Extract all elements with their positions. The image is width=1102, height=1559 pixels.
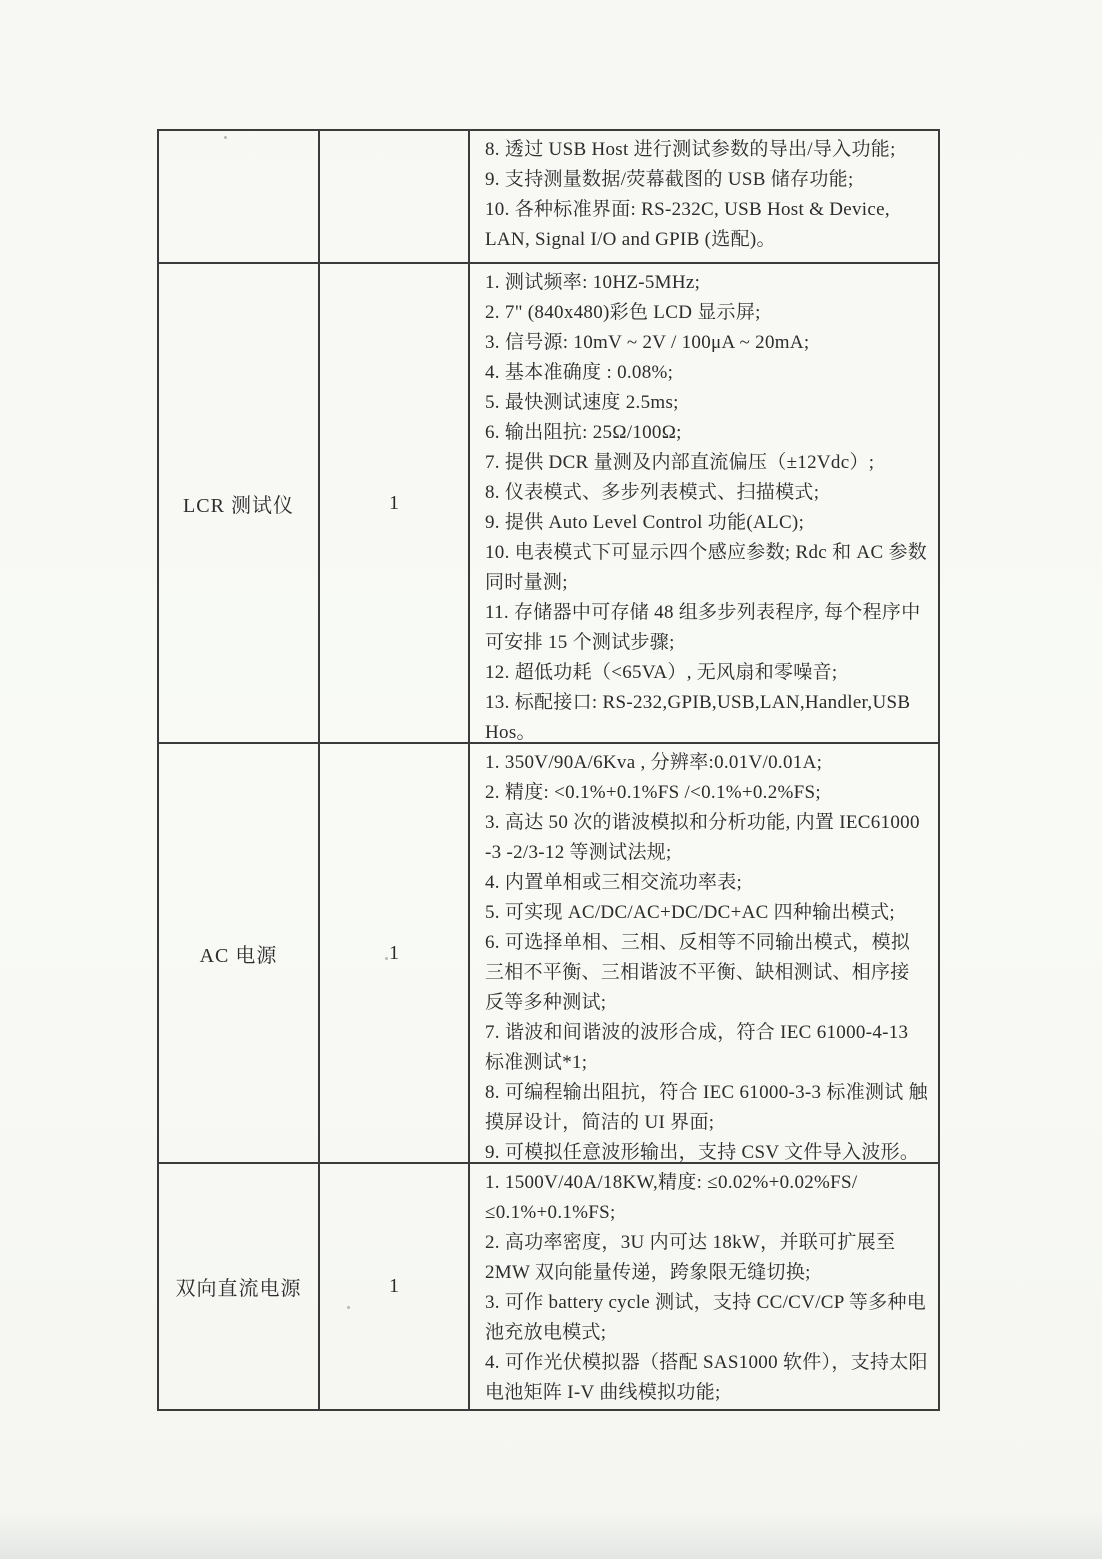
scan-speck: [385, 957, 388, 960]
spec-item: 8. 可编程输出阻抗，符合 IEC 61000-3-3 标准测试 触摸屏设计，简洁的 UI 界面;: [485, 1082, 928, 1133]
spec-item: 4. 内置单相或三相交流功率表;: [485, 872, 743, 893]
spec-item: 1. 测试频率: 10HZ-5MHz;: [485, 272, 701, 293]
equipment-name-cell: AC 电源: [159, 744, 320, 1162]
spec-item: 8. 透过 USB Host 进行测试参数的导出/导入功能;: [485, 139, 896, 160]
spec-item: 9. 可模拟任意波形输出，支持 CSV 文件导入波形。: [485, 1142, 920, 1162]
table-row: [159, 1164, 938, 1409]
spec-item: 4. 基本准确度 : 0.08%;: [485, 362, 674, 383]
quantity-cell: 1: [320, 264, 470, 742]
spec-item: 7. 谐波和间谐波的波形合成，符合 IEC 61000-4-13 标准测试*1;: [485, 1022, 909, 1073]
equipment-name-cell: LCR 测试仪: [159, 264, 320, 742]
spec-item: 4. 可作光伏模拟器（搭配 SAS1000 软件），支持太阳电池矩阵 I-V 曲线模拟功能;: [485, 1352, 928, 1403]
table-row: [159, 744, 938, 1164]
specs-cell: [470, 1164, 938, 1409]
spec-item: 7. 提供 DCR 量测及内部直流偏压（±12Vdc）;: [485, 452, 875, 473]
quantity-cell: 1: [320, 1164, 470, 1409]
equipment-name-cell: [159, 131, 320, 262]
spec-item: 6. 输出阻抗: 25Ω/100Ω;: [485, 422, 682, 443]
scan-speck: [224, 136, 227, 139]
spec-item: 12. 超低功耗（<65VA）, 无风扇和零噪音;: [485, 662, 838, 683]
spec-item: 3. 高达 50 次的谐波模拟和分析功能, 内置 IEC61000 -3 -2/3-12 等测试法规;: [485, 812, 920, 863]
spec-item: 10. 各种标准界面: RS-232C, USB Host & Device, LAN, Signal I/O and GPIB (选配)。: [485, 199, 890, 250]
spec-item: 2. 精度: <0.1%+0.1%FS /<0.1%+0.2%FS;: [485, 782, 821, 803]
spec-item: 10. 电表模式下可显示四个感应参数; Rdc 和 AC 参数同时量测;: [485, 542, 928, 593]
spec-item: 5. 可实现 AC/DC/AC+DC/DC+AC 四种输出模式;: [485, 902, 896, 923]
scan-speck: [347, 1306, 350, 1309]
spec-item: 11. 存储器中可存储 48 组多步列表程序, 每个程序中可安排 15 个测试步骤;: [485, 602, 921, 653]
specs-cell: [470, 744, 938, 1162]
spec-item: 13. 标配接口: RS-232,GPIB,USB,LAN,Handler,USB Hos。: [485, 692, 911, 742]
spec-item: 8. 仪表模式、多步列表模式、扫描模式;: [485, 482, 820, 503]
equipment-spec-table: [157, 129, 940, 1411]
spec-item: 1. 350V/90A/6Kva , 分辨率:0.01V/0.01A;: [485, 752, 823, 773]
spec-item: 9. 支持测量数据/荧幕截图的 USB 储存功能;: [485, 169, 854, 190]
spec-item: 3. 信号源: 10mV ~ 2V / 100μA ~ 20mA;: [485, 332, 810, 353]
spec-item: 3. 可作 battery cycle 测试，支持 CC/CV/CP 等多种电池充放电模式;: [485, 1292, 927, 1343]
spec-item: 2. 高功率密度，3U 内可达 18kW，并联可扩展至 2MW 双向能量传递，跨象限无缝切换;: [485, 1232, 896, 1283]
spec-item: 6. 可选择单相、三相、反相等不同输出模式，模拟三相不平衡、三相谐波不平衡、缺相测试、相序接反等多种测试;: [485, 932, 911, 1013]
quantity-cell: [320, 131, 470, 262]
quantity-cell: 1: [320, 744, 470, 1162]
equipment-name-cell: 双向直流电源: [159, 1164, 320, 1409]
table-row: [159, 264, 938, 744]
table-row: [159, 131, 938, 264]
spec-item: 2. 7" (840x480)彩色 LCD 显示屏;: [485, 302, 761, 323]
spec-item: 1. 1500V/40A/18KW,精度: ≤0.02%+0.02%FS/≤0.1%+0.1%FS;: [485, 1172, 858, 1223]
specs-cell: [470, 264, 938, 742]
specs-cell: [470, 131, 938, 262]
spec-item: 5. 最快测试速度 2.5ms;: [485, 392, 679, 413]
spec-item: 9. 提供 Auto Level Control 功能(ALC);: [485, 512, 805, 533]
